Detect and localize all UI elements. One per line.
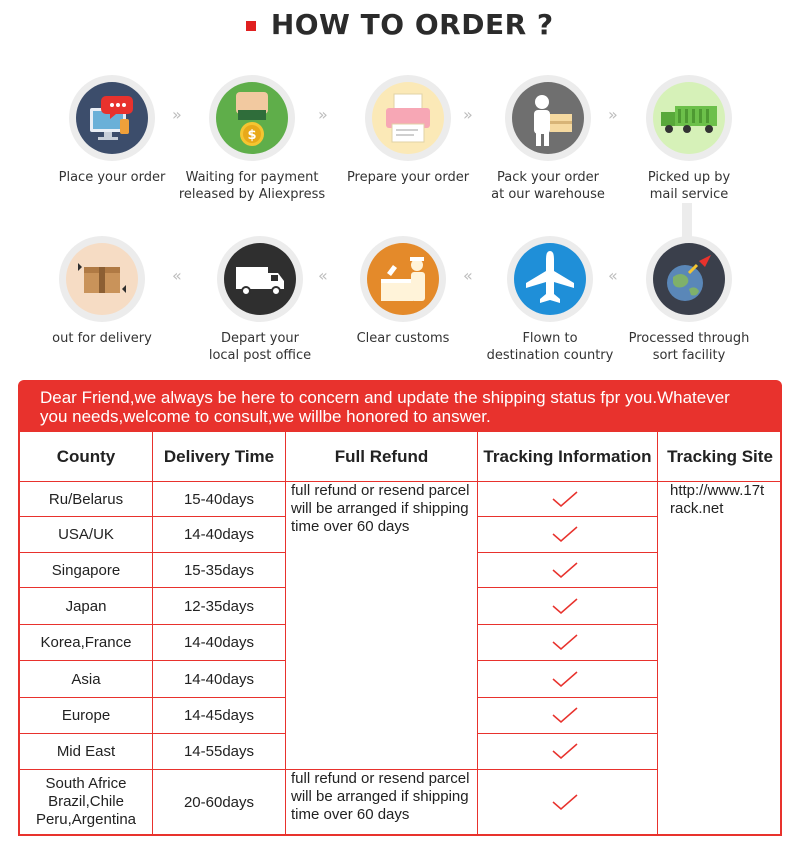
notice-line: Dear Friend,we always be here to concern and update the shipping status fpr you.Whatever [40,388,730,407]
table-cell-time: 14-40days [183,634,255,651]
table-cell-country: Mid East [56,743,116,760]
refund-policy-cell: full refund or resend parcel will be arranged if shipping time over 60 days [291,482,470,535]
step-flown [475,236,625,364]
step-place-order [37,75,187,186]
packing-worker-icon [512,82,584,154]
step-out-for-delivery [27,236,177,347]
check-icon [551,633,579,651]
step-label: Place your order [58,170,166,185]
arrow-right-icon: » [608,105,618,124]
table-cell-country: South Africe Brazil,Chile Peru,Argentina [35,775,137,828]
header-full-refund: Full Refund [334,447,429,466]
step-label: Clear customs [356,331,450,346]
tracking-information-column [478,432,657,834]
table-cell-time: 20-60days [183,793,255,811]
step-picked-up [614,75,764,203]
check-icon [551,793,579,811]
printer-icon [372,82,444,154]
check-icon [551,525,579,543]
step-label: Waiting for payment released by Aliexpress [178,170,326,202]
computer-chat-icon [76,82,148,154]
svg-text:$: $ [247,128,257,143]
header-county: County [56,447,116,466]
step-waiting-payment [177,75,327,203]
refund-policy-cell: full refund or resend parcel will be arranged if shipping time over 60 days [291,770,470,823]
table-cell-country: Korea,France [40,634,132,651]
table-cell-country: Asia [71,670,101,688]
table-cell-country: Europe [61,707,111,724]
step-clear-customs [328,236,478,347]
table-cell-time: 14-55days [183,743,255,760]
table-cell-time: 14-45days [183,707,255,724]
step-depart-post [185,236,335,364]
table-cell-time: 14-40days [183,526,255,543]
table-cell-time: 15-40days [183,490,255,508]
arrow-left-icon: « [318,266,328,285]
flow-connector [682,203,692,239]
step-prepare-order [333,75,483,186]
check-icon [551,706,579,724]
table-cell-time: 12-35days [183,597,255,615]
arrow-right-icon: » [172,105,182,124]
arrow-right-icon: » [463,105,473,124]
notice-line: you needs,welcome to consult,we willbe honored to answer. [40,407,491,426]
check-icon [551,490,579,508]
arrow-right-icon: » [318,105,328,124]
header-tracking-information: Tracking Information [483,447,652,466]
order-process-flow [0,0,800,380]
shipping-notice-banner [18,380,782,432]
step-pack-order [473,75,623,203]
check-icon [551,561,579,579]
check-icon [551,597,579,615]
arrow-left-icon: « [608,266,618,285]
step-label: out for delivery [52,331,152,346]
check-icon [551,742,579,760]
parcel-box-icon [66,243,138,315]
globe-rocket-icon [653,243,725,315]
check-icon [551,670,579,688]
airplane-icon [514,243,586,315]
table-cell-country: Ru/Belarus [48,490,124,508]
arrow-left-icon: « [463,266,473,285]
header-delivery-time: Delivery Time [163,447,275,466]
arrow-left-icon: « [172,266,182,285]
shipping-table [18,432,782,836]
step-label: Flown to destination country [486,331,614,363]
table-cell-time: 15-35days [183,561,255,579]
tracking-site-link[interactable]: http://www.17t rack.net [670,482,765,517]
table-cell-country: USA/UK [58,526,114,543]
step-label: Pack your order at our warehouse [491,170,605,202]
customs-officer-icon [367,243,439,315]
step-label: Depart your local post office [208,331,312,363]
delivery-truck-icon [224,243,296,315]
step-label: Processed through sort facility [628,331,750,363]
payment-hand-icon [216,82,288,154]
page-title: HOW TO ORDER ? [270,8,554,41]
step-label: Prepare your order [346,170,470,185]
table-cell-country: Japan [65,597,107,615]
table-cell-country: Singapore [51,561,121,579]
truck-container-icon [653,82,725,154]
table-cell-time: 14-40days [183,670,255,688]
step-sort-facility [614,236,764,364]
header-tracking-site: Tracking Site [667,447,773,466]
step-label: Picked up by mail service [647,170,731,202]
